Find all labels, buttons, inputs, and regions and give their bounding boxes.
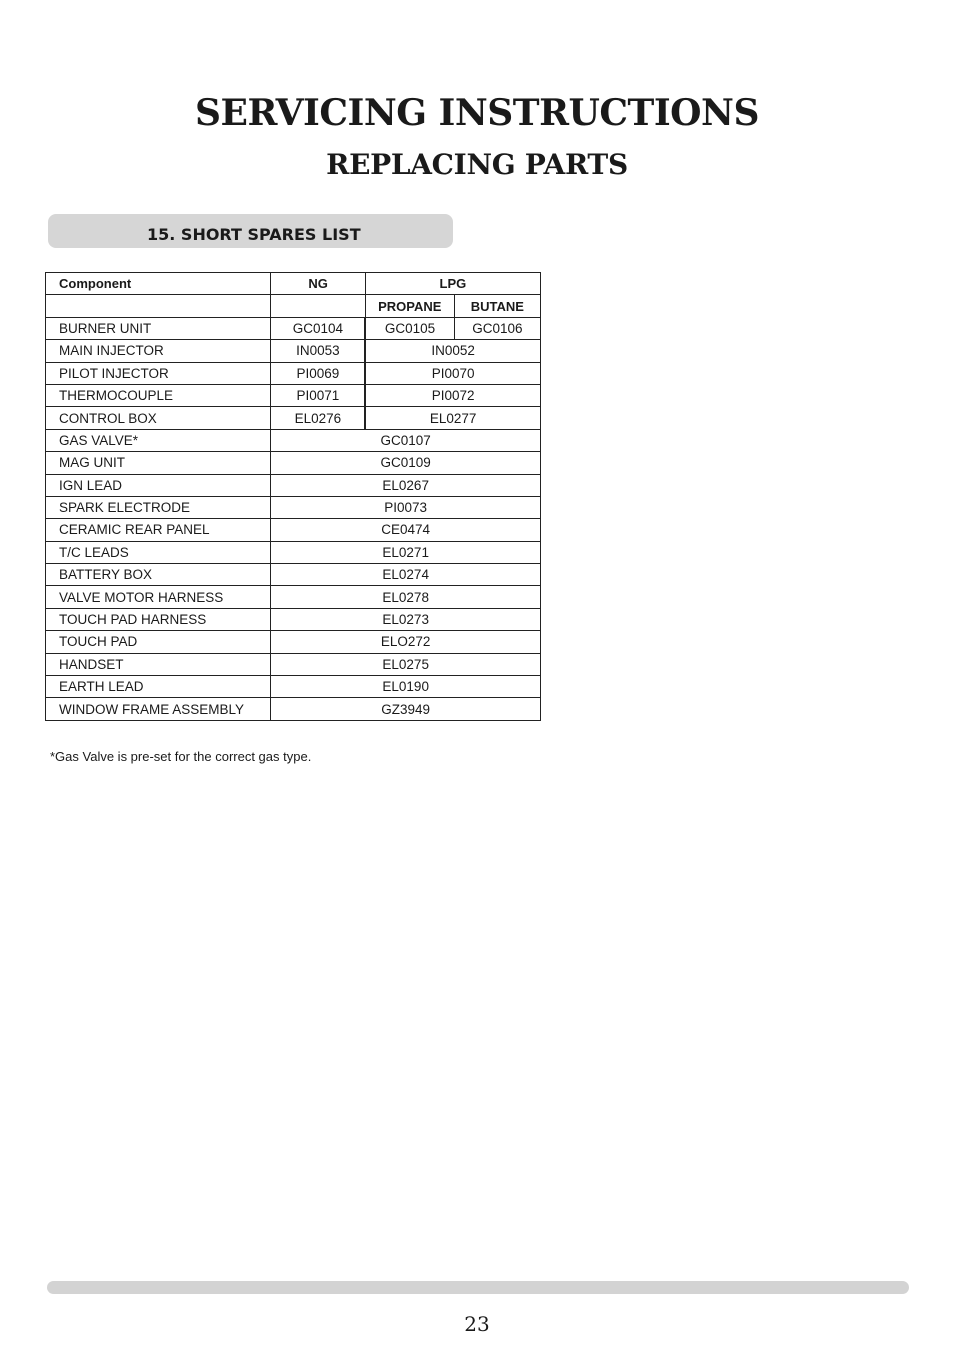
header-empty-cell	[271, 295, 365, 317]
ng-part-cell: PI0069	[271, 362, 365, 384]
ng-part-cell: IN0053	[271, 340, 365, 362]
table-row	[46, 541, 541, 563]
component-cell: WINDOW FRAME ASSEMBLY	[46, 698, 271, 720]
component-cell: THERMOCOUPLE	[46, 384, 271, 406]
table-row	[46, 362, 541, 384]
header-ng: NG	[271, 273, 365, 295]
component-cell: BATTERY BOX	[46, 564, 271, 586]
footer-bar	[47, 1281, 909, 1294]
component-cell: IGN LEAD	[46, 474, 271, 496]
footnote: *Gas Valve is pre-set for the correct gas type.	[50, 749, 312, 764]
component-cell: MAIN INJECTOR	[46, 340, 271, 362]
lpg-part-cell: IN0052	[365, 340, 540, 362]
table-header-row	[46, 273, 541, 295]
component-cell: T/C LEADS	[46, 541, 271, 563]
ng-part-cell: GC0104	[271, 317, 365, 339]
table-row	[46, 653, 541, 675]
butane-part-cell: GC0106	[454, 317, 540, 339]
component-cell: VALVE MOTOR HARNESS	[46, 586, 271, 608]
part-number-cell: CE0474	[271, 519, 541, 541]
table-row	[46, 586, 541, 608]
table-row	[46, 452, 541, 474]
header-empty-cell	[46, 295, 271, 317]
component-cell: HANDSET	[46, 653, 271, 675]
table-row	[46, 676, 541, 698]
component-cell: PILOT INJECTOR	[46, 362, 271, 384]
ng-part-cell: EL0276	[271, 407, 365, 429]
table-row	[46, 698, 541, 720]
component-cell: CERAMIC REAR PANEL	[46, 519, 271, 541]
part-number-cell: EL0267	[271, 474, 541, 496]
table-row	[46, 474, 541, 496]
table-row	[46, 429, 541, 451]
component-cell: CONTROL BOX	[46, 407, 271, 429]
component-cell: EARTH LEAD	[46, 676, 271, 698]
lpg-part-cell: PI0072	[365, 384, 540, 406]
part-number-cell: EL0275	[271, 653, 541, 675]
header-lpg: LPG	[365, 273, 540, 295]
part-number-cell: EL0278	[271, 586, 541, 608]
section-heading-bar	[48, 214, 453, 248]
table-row	[46, 631, 541, 653]
component-cell: MAG UNIT	[46, 452, 271, 474]
part-number-cell: GC0109	[271, 452, 541, 474]
part-number-cell: GC0107	[271, 429, 541, 451]
page-number: 23	[464, 1312, 490, 1336]
spares-table	[45, 272, 541, 721]
component-cell: TOUCH PAD HARNESS	[46, 608, 271, 630]
part-number-cell: EL0271	[271, 541, 541, 563]
component-cell: SPARK ELECTRODE	[46, 496, 271, 518]
section-heading: 15. SHORT SPARES LIST	[147, 225, 361, 244]
table-row	[46, 496, 541, 518]
lpg-part-cell: PI0070	[365, 362, 540, 384]
component-cell: TOUCH PAD	[46, 631, 271, 653]
part-number-cell: ELO272	[271, 631, 541, 653]
table-row	[46, 340, 541, 362]
part-number-cell: EL0274	[271, 564, 541, 586]
part-number-cell: GZ3949	[271, 698, 541, 720]
page-subtitle: REPLACING PARTS	[326, 148, 628, 181]
table-row	[46, 519, 541, 541]
page-title: SERVICING INSTRUCTIONS	[195, 92, 759, 134]
component-cell: BURNER UNIT	[46, 317, 271, 339]
part-number-cell: EL0273	[271, 608, 541, 630]
propane-part-cell: GC0105	[365, 317, 454, 339]
table-row	[46, 317, 541, 339]
ng-part-cell: PI0071	[271, 384, 365, 406]
table-row	[46, 407, 541, 429]
part-number-cell: EL0190	[271, 676, 541, 698]
header-butane: BUTANE	[454, 295, 540, 317]
lpg-part-cell: EL0277	[365, 407, 540, 429]
component-cell: GAS VALVE*	[46, 429, 271, 451]
table-row	[46, 384, 541, 406]
header-propane: PROPANE	[365, 295, 454, 317]
table-subheader-row	[46, 295, 541, 317]
table-row	[46, 608, 541, 630]
part-number-cell: PI0073	[271, 496, 541, 518]
table-row	[46, 564, 541, 586]
header-component: Component	[46, 273, 271, 295]
